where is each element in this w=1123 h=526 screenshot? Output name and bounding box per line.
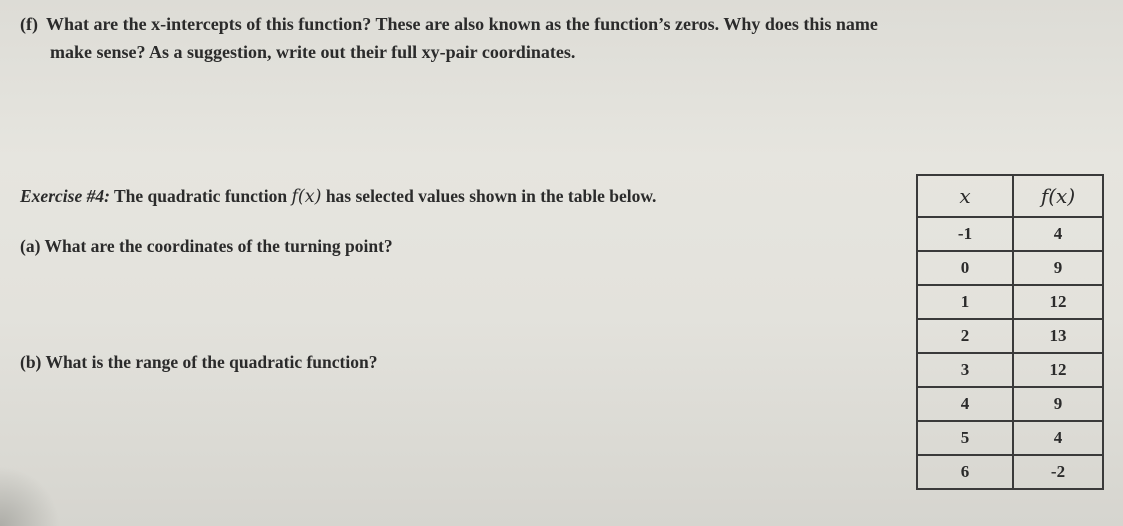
- table-row: [917, 387, 1103, 421]
- cell-x: 6: [917, 455, 1013, 489]
- cell-fx: 9: [1013, 387, 1103, 421]
- exercise-label: Exercise #4:: [20, 186, 110, 206]
- exercise-4-intro: [20, 186, 656, 207]
- question-a-label: (a): [20, 236, 41, 256]
- cell-x: 0: [917, 251, 1013, 285]
- cell-x: 1: [917, 285, 1013, 319]
- cell-x: -1: [917, 217, 1013, 251]
- values-table: [916, 174, 1104, 490]
- question-f: [20, 10, 1120, 66]
- table-row: [917, 421, 1103, 455]
- table-row: [917, 353, 1103, 387]
- column-header-x: x: [917, 175, 1013, 217]
- function-symbol: f(x): [291, 187, 322, 207]
- table-header-row: [917, 175, 1103, 217]
- table-row: [917, 251, 1103, 285]
- cell-fx: 9: [1013, 251, 1103, 285]
- table-row: [917, 319, 1103, 353]
- exercise-intro-before: The quadratic function: [113, 186, 288, 206]
- cell-x: 3: [917, 353, 1013, 387]
- table-row: [917, 285, 1103, 319]
- table-row: [917, 217, 1103, 251]
- cell-fx: 4: [1013, 217, 1103, 251]
- photo-shadow: [0, 466, 60, 526]
- question-f-line2: make sense? As a suggestion, write out their full xy-pair coordinates.: [50, 42, 576, 62]
- question-a: [20, 236, 393, 257]
- column-header-fx: f(x): [1013, 175, 1103, 217]
- question-b-text: What is the range of the quadratic function?: [45, 352, 378, 372]
- cell-fx: 12: [1013, 353, 1103, 387]
- question-f-label: (f): [20, 14, 38, 34]
- cell-x: 4: [917, 387, 1013, 421]
- cell-fx: -2: [1013, 455, 1103, 489]
- cell-x: 5: [917, 421, 1013, 455]
- question-a-text: What are the coordinates of the turning point?: [44, 236, 393, 256]
- question-b: [20, 352, 377, 373]
- question-b-label: (b): [20, 352, 42, 372]
- question-f-line1: What are the x-intercepts of this function? These are also known as the function’s zeros. Why does this name: [45, 14, 878, 34]
- cell-fx: 13: [1013, 319, 1103, 353]
- exercise-intro-after: has selected values shown in the table below.: [325, 186, 657, 206]
- cell-fx: 12: [1013, 285, 1103, 319]
- cell-x: 2: [917, 319, 1013, 353]
- table-row: [917, 455, 1103, 489]
- cell-fx: 4: [1013, 421, 1103, 455]
